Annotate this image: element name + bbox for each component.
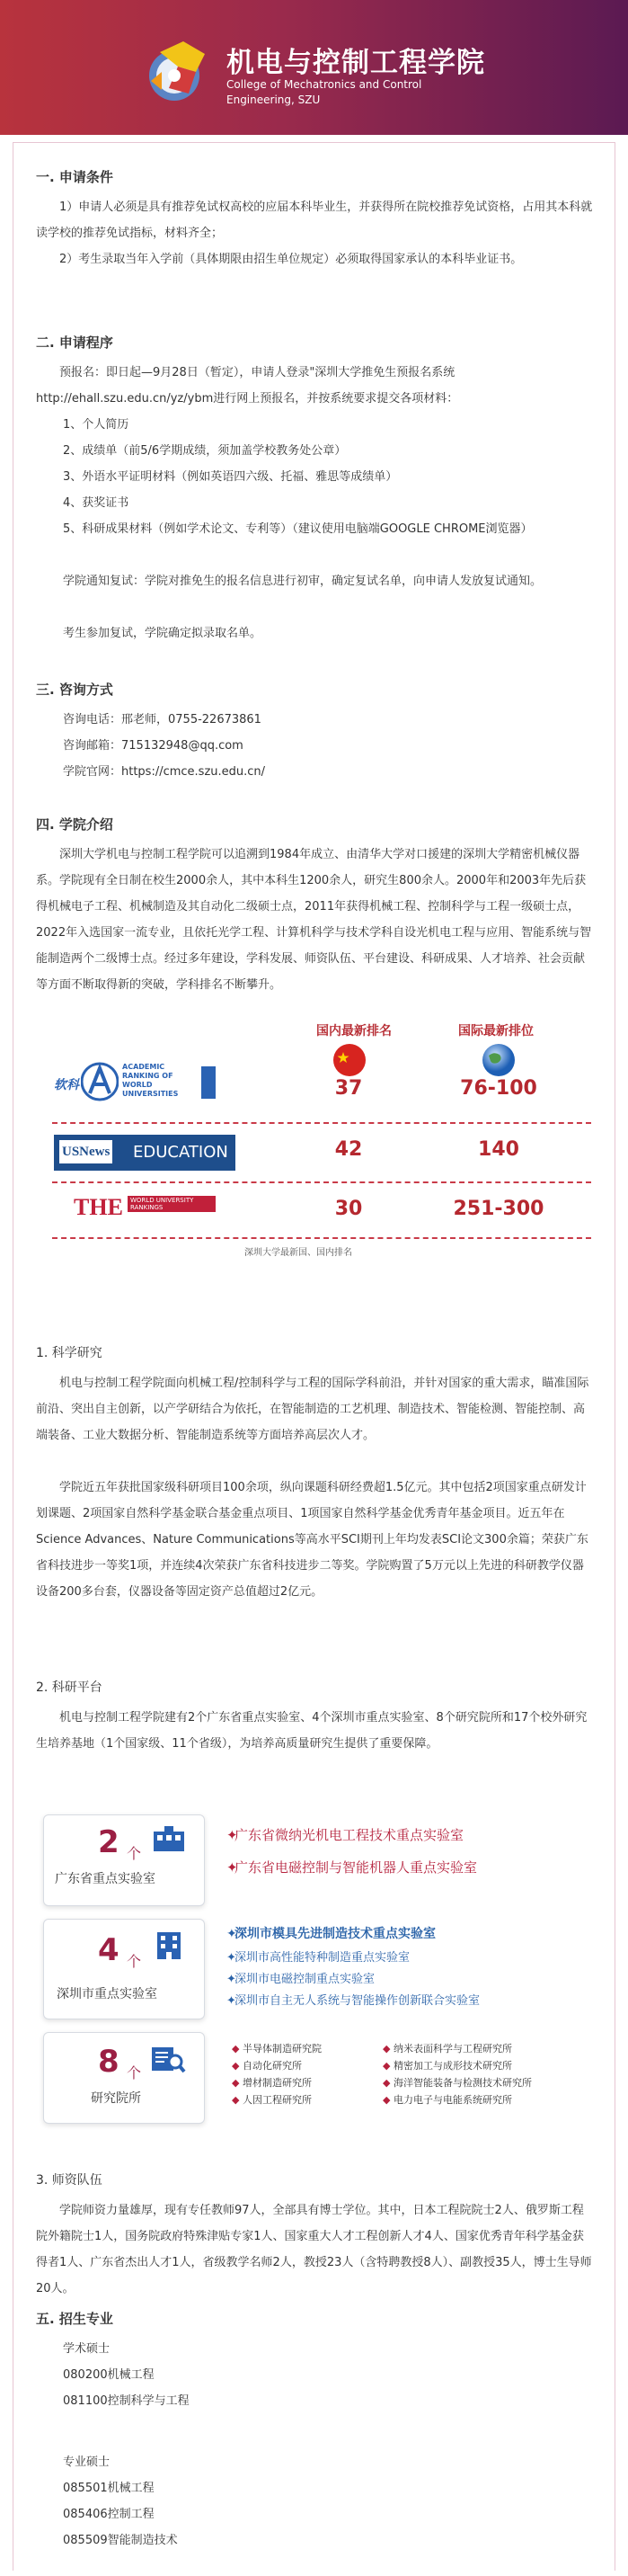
procedure-p2: 学院通知复试：学院对推免生的报名信息进行初审，确定复试名单，向申请人发放复试通知。 — [63, 575, 543, 588]
intro-p1: 深圳大学机电与控制工程学院可以追溯到1984年成立、由清华大学对口援建的深圳大学精密机械仪器系。学院现有全日制在校生2000余人，其中本科生1200余人，研究生800余人。2000年和2003年先后获得机械电子工程、机械制造及其自动化二级硕士点，2011年获得机械工程、控制科学与工程一级硕士点，2022年入选国家一流专业，且依托光学工程、计算机科学与技术学科自设光机电工程与应用、智能系统与智能制造两个二级博士点。经过多年建设，学科发展、师资队伍、平台建设、科研成果、人才培养、社会贡献等方面不断取得新的突破，学科排名不断攀升。 — [36, 848, 592, 992]
major-item: 085501机械工程 — [63, 2482, 155, 2495]
book-search-icon — [150, 2044, 186, 2074]
college-subtitle-en: College of Mechatronics and Control Engineering, SZU — [226, 78, 422, 106]
conditions-p2: 2）考生录取当年入学前（具体期限由招生单位规定）必须取得国家承认的本科毕业证书。 — [59, 253, 523, 266]
procedure-item: 3、外语水平证明材料（例如英语四六级、托福、雅思等成绩单） — [63, 470, 398, 484]
usnews-logo — [54, 1135, 235, 1171]
lab-item: ✦深圳市模具先进制造技术重点实验室 — [226, 1927, 436, 1941]
procedure-item: 1、个人简历 — [63, 418, 129, 432]
research-title: 1. 科学研究 — [36, 1346, 102, 1360]
header-banner — [0, 0, 628, 135]
professional-master-label: 专业硕士 — [63, 2456, 111, 2469]
rank-intl: 140 — [478, 1138, 519, 1161]
conditions-p1: 1）申请人必须是具有推荐免试权高校的应届本科毕业生，并获得所在院校推荐免试资格，占用其本科就读学校的推荐免试指标，材料齐全； — [36, 201, 593, 240]
guangdong-lab-label: 广东省重点实验室 — [55, 1872, 155, 1886]
lab-item: ✦广东省微纳光机电工程技术重点实验室 — [226, 1827, 464, 1843]
rank-domestic: 30 — [334, 1198, 363, 1220]
platform-p1: 机电与控制工程学院建有2个广东省重点实验室、4个深圳市重点实验室、8个研究院所和17个校外研究生培养基地（1个国家级、11个省级），为培养高质量研究生提供了重要保障。 — [36, 1711, 588, 1751]
institutes-count: 8 — [98, 2044, 119, 2080]
rank-domestic: 37 — [334, 1077, 363, 1100]
rank-domestic: 42 — [334, 1138, 363, 1161]
ranking-caption: 深圳大学最新国、国内排名 — [244, 1248, 352, 1258]
section-title-contact: 三. 咨询方式 — [36, 682, 113, 698]
procedure-p1: 预报名：即日起—9月28日（暂定），申请人登录"深圳大学推免生预报名系统http://ehall.szu.edu.cn/yz/ybm进行网上预报名，并按系统要求提交各项材料： — [36, 366, 459, 406]
shenzhen-lab-label: 深圳市重点实验室 — [57, 1987, 157, 2001]
major-item: 085406控制工程 — [63, 2508, 155, 2521]
institute-item: ◆ 人因工程研究所 — [232, 2094, 312, 2106]
institutes-label: 研究院所 — [91, 2091, 141, 2106]
divider — [52, 1122, 591, 1124]
arwu-logo — [54, 1057, 225, 1108]
academic-master-label: 学术硕士 — [63, 2342, 111, 2356]
major-item: 085509智能制造技术 — [63, 2534, 178, 2547]
major-item: 080200机械工程 — [63, 2368, 155, 2382]
usnews-brand: USNews — [59, 1140, 112, 1163]
procedure-p3: 考生参加复试，学院确定拟录取名单。 — [63, 627, 262, 640]
contact-website[interactable]: 学院官网：https://cmce.szu.edu.cn/ — [63, 765, 266, 779]
office-building-icon — [154, 1930, 184, 1961]
contact-email[interactable]: 咨询邮箱：715132948@qq.com — [63, 739, 243, 753]
lab-item: ✦广东省电磁控制与智能机器人重点实验室 — [226, 1859, 478, 1876]
institute-item: ◆ 半导体制造研究院 — [232, 2043, 322, 2055]
faculty-p1: 学院师资力量雄厚，现有专任教师97人，全部具有博士学位。其中，日本工程院院士2人、俄罗斯工程院外籍院士1人，国务院政府特殊津贴专家1人、国家重大人才工程创新人才4人、国家优秀青年科学基金获得者1人、广东省杰出人才1人，省级教学名师2人，教授23人（含特聘教授8人）、副教授35人，博士生导师20人。 — [36, 2204, 592, 2295]
institute-item: ◆ 电力电子与电能系统研究所 — [383, 2094, 512, 2106]
section-title-procedure: 二. 申请程序 — [36, 334, 113, 351]
rank-intl: 251-300 — [453, 1198, 544, 1220]
institute-item: ◆ 海洋智能装备与检测技术研究所 — [383, 2077, 532, 2089]
divider — [52, 1237, 591, 1239]
procedure-item: 2、成绩单（前5/6学期成绩，须加盖学校教务处公章） — [63, 444, 347, 458]
section-title-majors: 五. 招生专业 — [36, 2311, 113, 2327]
institutes-box — [43, 2032, 205, 2124]
unit: 个 — [127, 1845, 142, 1862]
research-p1: 机电与控制工程学院面向机械工程/控制科学与工程的国际学科前沿，并针对国家的重大需求，瞄准国际前沿、突出自主创新，以产学研结合为依托，在智能制造的工艺机理、制造技术、智能检测、智能控制、高端装备、工业大数据分析、智能制造系统等方面培养高层次人才。 — [36, 1377, 589, 1442]
guangdong-lab-count: 2 — [98, 1824, 119, 1860]
lab-item: ✦深圳市高性能特种制造重点实验室 — [226, 1951, 411, 1965]
procedure-item: 5、科研成果材料（例如学术论文、专利等）（建议使用电脑端GOOGLE CHROME浏览器） — [63, 522, 533, 536]
shenzhen-lab-box — [43, 1919, 205, 2019]
institute-item: ◆ 纳米表面科学与工程研究所 — [383, 2043, 512, 2055]
faculty-title: 3. 师资队伍 — [36, 2173, 102, 2188]
the-brand: THE — [74, 1194, 123, 1220]
major-item: 081100控制科学与工程 — [63, 2394, 190, 2408]
college-logo — [142, 36, 214, 108]
rank-intl: 76-100 — [460, 1077, 537, 1100]
building-icon — [152, 1826, 186, 1853]
college-title: 机电与控制工程学院 — [226, 47, 485, 79]
arwu-brand-en: ACADEMIC RANKING OF WORLD UNIVERSITIES — [122, 1063, 179, 1098]
section-title-conditions: 一. 申请条件 — [36, 169, 113, 185]
globe-icon — [482, 1043, 516, 1077]
usnews-education: EDUCATION — [133, 1143, 228, 1162]
unit: 个 — [127, 2064, 142, 2081]
institute-item: ◆ 自动化研究所 — [232, 2060, 302, 2072]
platform-title: 2. 科研平台 — [36, 1680, 102, 1695]
ranking-head-intl: 国际最新排位 — [458, 1024, 534, 1038]
china-flag-icon — [332, 1043, 367, 1077]
institute-item: ◆ 增材制造研究所 — [232, 2077, 312, 2089]
unit: 个 — [127, 1953, 142, 1970]
guangdong-lab-box — [43, 1814, 205, 1906]
contact-phone: 咨询电话：邢老师，0755-22673861 — [63, 713, 261, 726]
institute-item: ◆ 精密加工与成形技术研究所 — [383, 2060, 512, 2072]
research-p2: 学院近五年获批国家级科研项目100余项，纵向课题科研经费超1.5亿元。其中包括2项国家重点研发计划课题、2项国家自然科学基金联合基金重点项目、1项国家自然科学基金优秀青年基金项目。近五年在Science Advances、Nature Communications等高水平SCI期刊上年均发表SCI论文300余篇；荣获广东省科技进步一等奖1项，并连续4次荣获广东省科技进步二等奖。学院购置了5万元以上先进的科研教学仪器设备200多台套，仪器设备等固定资产总值超过2亿元。 — [36, 1481, 588, 1599]
the-brand-en: WORLD UNIVERSITY RANKINGS — [128, 1196, 216, 1212]
procedure-item: 4、获奖证书 — [63, 496, 129, 510]
lab-item: ✦深圳市电磁控制重点实验室 — [226, 1973, 376, 1986]
the-logo — [54, 1192, 225, 1228]
lab-item: ✦深圳市自主无人系统与智能操作创新联合实验室 — [226, 1994, 481, 2008]
divider — [52, 1181, 591, 1183]
arwu-brand-cn: 软科 — [54, 1078, 79, 1092]
ranking-table — [52, 1021, 591, 1309]
shenzhen-lab-count: 4 — [98, 1932, 119, 1968]
section-title-intro: 四. 学院介绍 — [36, 816, 113, 833]
arwu-bar — [201, 1066, 216, 1099]
arwu-emblem-icon — [81, 1061, 119, 1102]
ranking-head-domestic: 国内最新排名 — [316, 1024, 392, 1038]
